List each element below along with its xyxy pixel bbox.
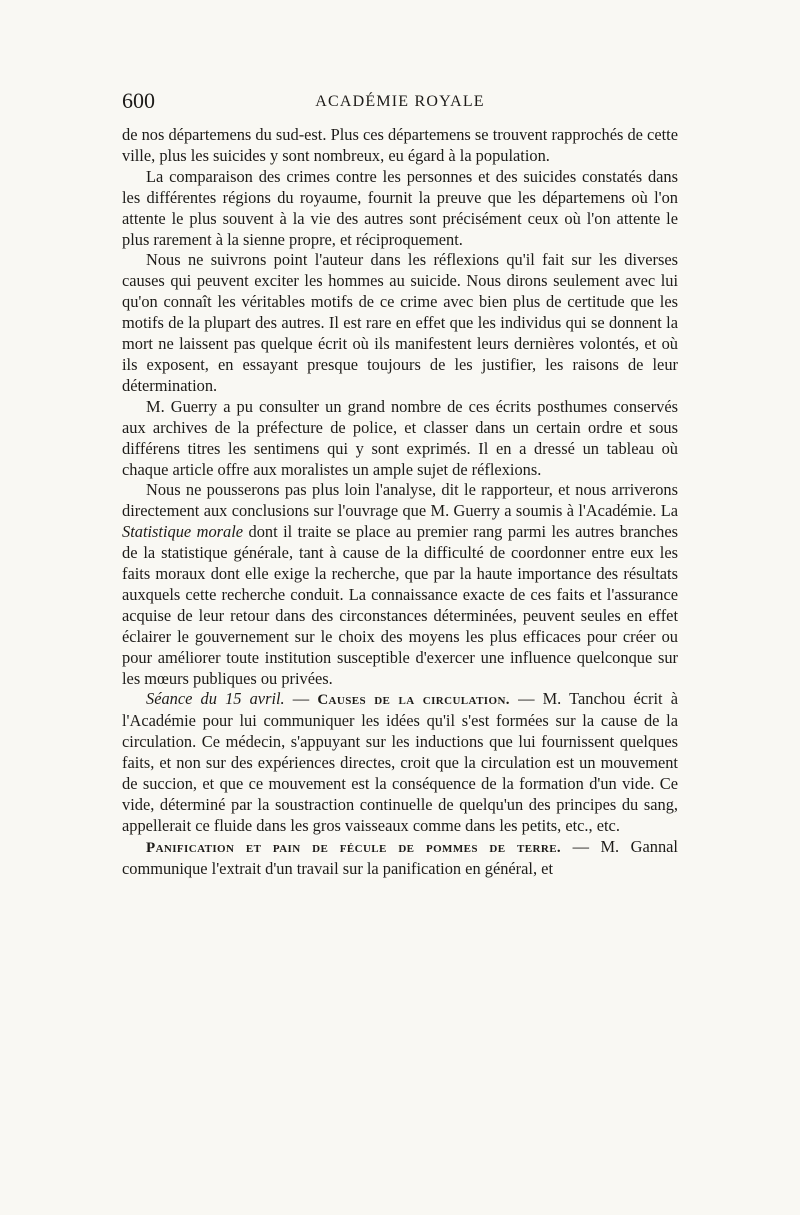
section-heading: Panification et pain de fécule de pommes de terre. xyxy=(146,839,562,856)
page-header xyxy=(122,86,678,116)
running-head: ACADÉMIE ROYALE xyxy=(315,93,485,110)
paragraph xyxy=(122,167,678,251)
paragraph-text: La comparaison des crimes contre les personnes et des suicides constatés dans les différentes régions du royaume, fournit la preuve que les départemens où l'on attente le plus souvent à la vie des autres sont précisément ceux où l'on attente le plus rarement à la sienne propre, et réciproquement. xyxy=(122,166,678,249)
dash: — xyxy=(284,689,318,709)
session-date: Séance du 15 avril. xyxy=(146,689,285,709)
paragraph xyxy=(122,480,678,689)
paragraph-text: M. Gannal communique l'extrait d'un travail sur la panification en général, et xyxy=(122,836,678,878)
session-paragraph xyxy=(122,689,678,836)
paragraph-text: M. Guerry a pu consulter un grand nombre de ces écrits posthumes conservés aux archives de la préfecture de police, et classer dans un certain ordre et sous différens titres les sentimens qui y sont exprimés. Il en a dressé un tableau où chaque article offre aux moralistes un ample sujet de réflexions. xyxy=(122,396,678,479)
paragraph xyxy=(122,250,678,396)
paragraph xyxy=(122,397,678,481)
paragraph-text: de nos départemens du sud-est. Plus ces départemens se trouvent rapprochés de cette ville, plus les suicides y sont nombreux, eu égard à la population. xyxy=(122,125,678,165)
body-text xyxy=(122,125,678,880)
section-heading: Causes de la circulation. xyxy=(317,692,510,709)
paragraph-text: Nous ne suivrons point l'auteur dans les réflexions qu'il fait sur les diverses causes qui peuvent exciter les hommes au suicide. Nous dirons seulement avec lui qu'on connaît les véritables motifs de ce crime avec bien plus de certitude que les motifs de la plupart des autres. Il est rare en effet que les individus qui se donnent la mort ne laissent pas quelque écrit où ils manifestent leurs dernières volontés, et où ils exposent, en essayant presque toujours de les justifier, les raisons de leur détermination. xyxy=(122,250,678,395)
dash: — xyxy=(509,689,543,709)
paragraph-continuation xyxy=(122,125,678,167)
page-number: 600 xyxy=(122,88,155,113)
italic-title: Statistique morale xyxy=(122,522,244,542)
paragraph-text: Nous ne pousserons pas plus loin l'analyse, dit le rapporteur, et nous arriverons directement aux conclusions sur l'ouvrage que M. Guerry a soumis à l'Académie. La xyxy=(122,480,678,521)
session-paragraph xyxy=(122,837,678,880)
dash: — xyxy=(561,836,601,856)
paragraph-text: dont il traite se place au premier rang parmi les autres branches de la statistique générale, tant à cause de la difficulté de coordonner entre eux les faits moraux dont elle exige la recherche, que par la haute importance des résultats auxquels cette recherche conduit. La connaissance exacte de ces faits et l'assurance acquise de leur retour dans des circonstances déterminées, peuvent seules en effet éclairer le gouvernement sur le choix des moyens les plus efficaces pour créer ou pour améliorer toute institution susceptible d'exercer une influence quelconque sur les mœurs publiques ou privées. xyxy=(122,522,678,688)
paragraph-text: M. Tanchou écrit à l'Académie pour lui communiquer les idées qu'il s'est formées sur la cause de la circulation. Ce médecin, s'appuyant sur les inductions que lui fournissent quelques faits, et non sur des expériences directes, croit que la circulation est un mouvement de succion, et que ce mouvement est la conséquence de la formation d'un vide. Ce vide, déterminé par la soustraction continuelle de quelqu'un des principes du sang, appellerait ce fluide dans les gros vaisseaux comme dans les petits, etc., etc. xyxy=(122,689,678,835)
